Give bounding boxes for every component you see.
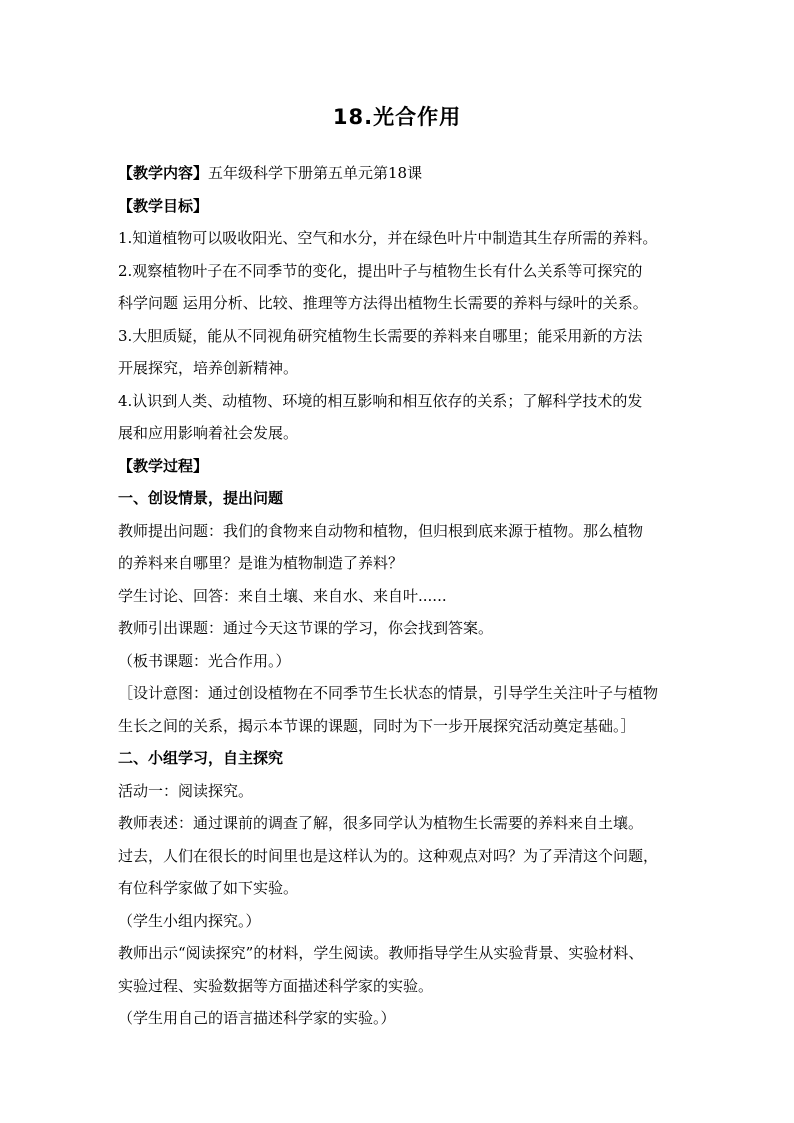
section1-line: （板书课题：光合作用。） <box>118 651 291 670</box>
section2-line: 活动一：阅读探究。 <box>118 781 254 800</box>
goals-heading: 【教学目标】 <box>118 196 209 215</box>
section1-line: 学生讨论、回答：来自土壤、来自水、来自叶...... <box>118 586 447 605</box>
goal-line: 科学问题 运用分析、比较、推理等方法得出植物生长需要的养料与绿叶的关系。 <box>118 294 648 312</box>
goal-line: 2.观察植物叶子在不同季节的变化，提出叶子与植物生长有什么关系等可探究的 <box>118 261 643 280</box>
section1-line: 生长之间的关系，揭示本节课的课题，同时为下一步开展探究活动奠定基础。］ <box>118 716 636 735</box>
section2-heading: 二、小组学习，自主探究 <box>118 749 284 767</box>
section2-line: 教师表述：通过课前的调查了解，很多同学认为植物生长需要的养料来自土壤。 <box>118 814 644 832</box>
section2-line: （学生小组内探究。） <box>118 911 261 930</box>
goal-line: 开展探究，培养创新精神。 <box>118 359 299 377</box>
section1-line: 教师提出问题：我们的食物来自动物和植物，但归根到底来源于植物。那么植物 <box>118 521 644 540</box>
section2-line: 实验过程、实验数据等方面描述科学家的实验。 <box>118 976 434 995</box>
section1-heading: 一、创设情景，提出问题 <box>118 489 284 507</box>
section1-line: ［设计意图：通过创设植物在不同季节生长状态的情景，引导学生关注叶子与植物 <box>118 684 659 702</box>
content-label: 【教学内容】 <box>118 164 209 182</box>
process-heading: 【教学过程】 <box>118 456 209 475</box>
section2-line: 过去，人们在很长的时间里也是这样认为的。这种观点对吗？为了弄清这个问题， <box>118 846 659 865</box>
content-text: 五年级科学下册第五单元第18课 <box>208 164 423 182</box>
page-title: 18.光合作用 <box>332 105 462 129</box>
section1-line: 的养料来自哪里？是谁为植物制造了养料？ <box>118 554 404 572</box>
goal-line: 3.大胆质疑，能从不同视角研究植物生长需要的养料来自哪里；能采用新的方法 <box>118 326 643 345</box>
section1-line: 教师引出课题：通过今天这节课的学习，你会找到答案。 <box>118 619 494 637</box>
content-line <box>118 157 688 190</box>
section2-line: （学生用自己的语言描述科学家的实验。） <box>118 1009 396 1027</box>
section2-line: 有位科学家做了如下实验。 <box>118 879 299 897</box>
section2-line: 教师出示“阅读探究”的材料，学生阅读。教师指导学生从实验背景、实验材料、 <box>118 944 644 962</box>
goal-line: 4.认识到人类、动植物、环境的相互影响和相互依存的关系；了解科学技术的发 <box>118 391 643 410</box>
goal-line: 1.知道植物可以吸收阳光、空气和水分，并在绿色叶片中制造其生存所需的养料。 <box>118 229 658 247</box>
document-body <box>118 157 688 1035</box>
goal-line: 展和应用影响着社会发展。 <box>118 424 299 442</box>
